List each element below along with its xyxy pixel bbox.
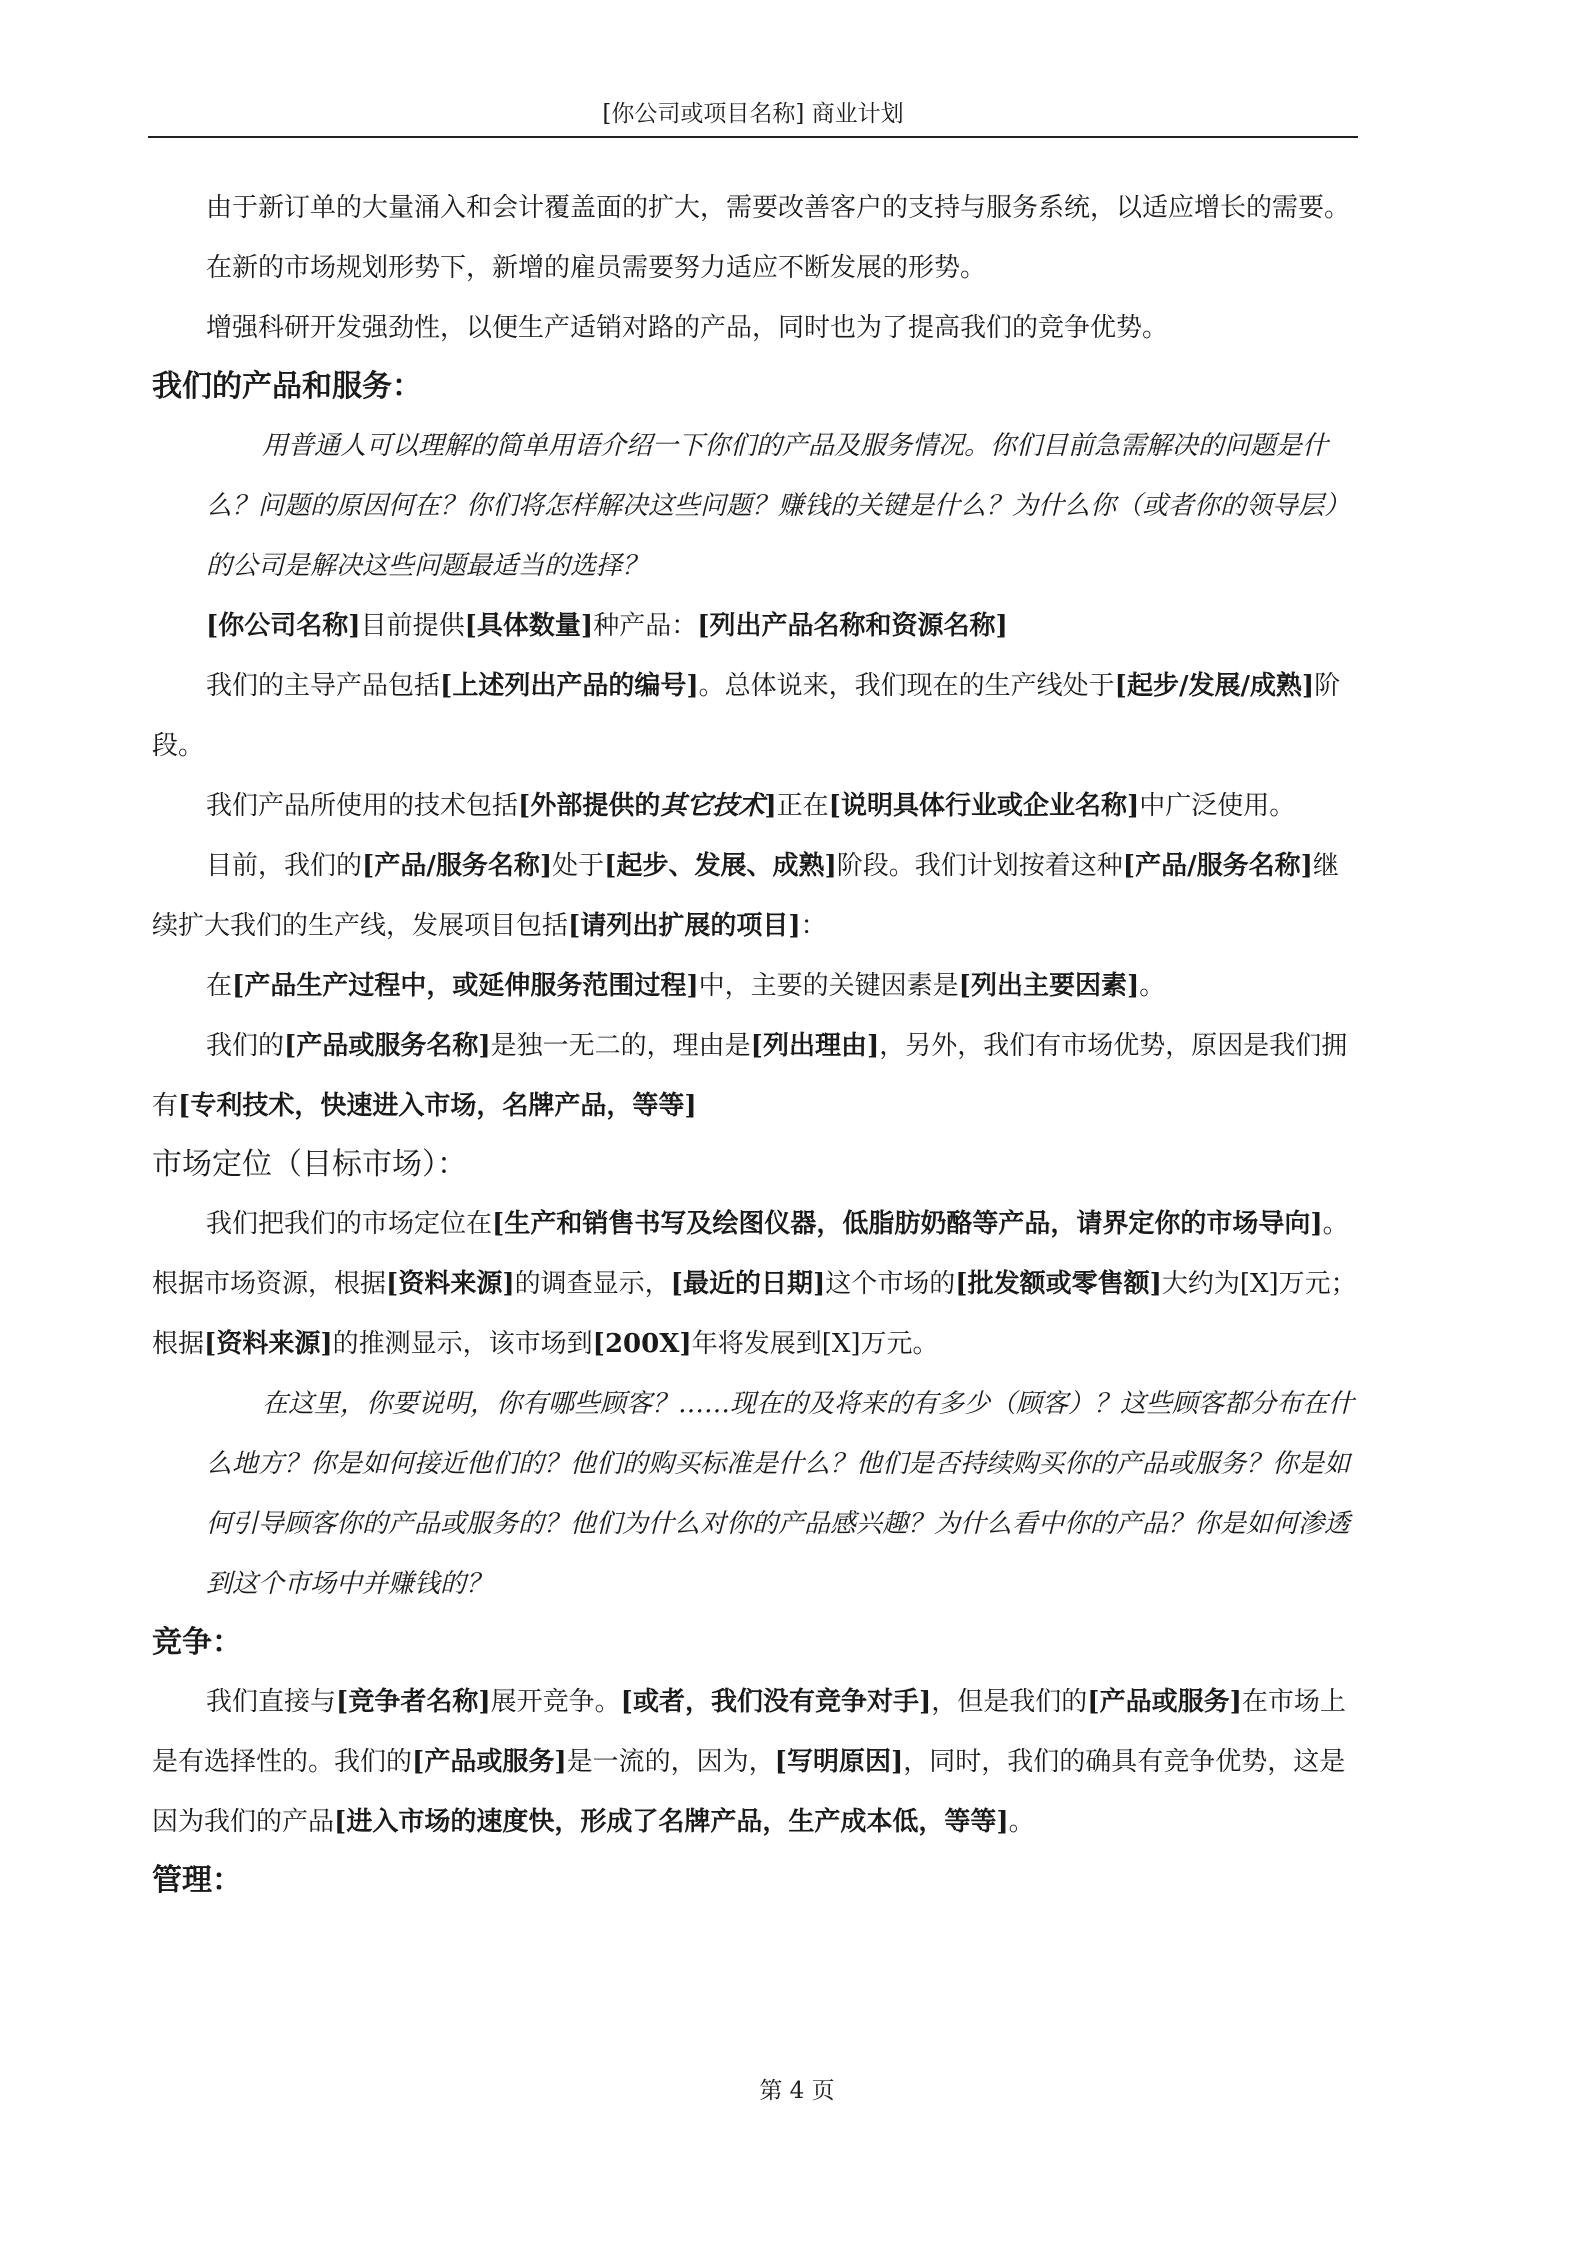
- body-text: ，同时，我们的确具有竞争优势，这是因为我们的产品: [152, 1747, 1346, 1837]
- placeholder-text: [批发额或零售额]: [955, 1269, 1162, 1299]
- competition-heading: 竞争：: [152, 1625, 242, 1660]
- market-guide: 在这里，你要说明，你有哪些顾客？……现在的及将来的有多少（顾客）？这些顾客都分布在什么地方？你是如何接近他们的？他们的购买标准是什么？他们是否持续购买你的产品或服务？你是如何引导顾客你的产品或服务的？他们为什么对你的产品感兴趣？为什么看中你的产品？你是如何渗透到这个市场中并赚钱的？: [206, 1389, 1355, 1599]
- placeholder-text: [最近的日期]: [670, 1269, 826, 1299]
- body-text: ，另外，我们有市场优势，原因是我们拥有: [152, 1031, 1348, 1121]
- body-text: 种产品：: [593, 611, 698, 641]
- placeholder-text: [列出产品名称和资源名称]: [697, 611, 1008, 641]
- body-text: 中，主要的关键因素是: [698, 971, 959, 1001]
- placeholder-text: [资料来源]: [386, 1269, 515, 1299]
- placeholder-text: [你公司名称]: [206, 611, 361, 641]
- body-text: 是独一无二的，理由是: [490, 1031, 751, 1061]
- body-text: 这个市场的: [825, 1269, 956, 1299]
- body-text: 我们直接与: [206, 1687, 337, 1717]
- placeholder-text: [写明原因]: [774, 1747, 904, 1777]
- products-guide: 用普通人可以理解的简单用语介绍一下你们的产品及服务情况。你们目前急需解决的问题是什么？问题的原因何在？你们将怎样解决这些问题？赚钱的关键是什么？为什么你（或者你的领导层）的公司是解决这些问题最适当的选择？: [206, 431, 1351, 581]
- placeholder-text: [起步、发展、成熟]: [604, 851, 837, 881]
- placeholder-text: [产品/服务名称]: [362, 851, 553, 881]
- placeholder-text: [或者，我们没有竞争对手]: [620, 1687, 932, 1717]
- body-text: 的推测显示，该市场到: [332, 1329, 593, 1359]
- intro-paragraph-2: 在新的市场规划形势下，新增的雇员需要努力适应不断发展的形势。: [206, 253, 987, 283]
- body-text: 我们的主导产品包括: [206, 671, 441, 701]
- body-text: 大约为[X]万元；根据: [152, 1269, 1357, 1359]
- placeholder-text: [资料来源]: [204, 1329, 333, 1359]
- body-text: 继续扩大我们的生产线，发展项目包括: [152, 851, 1339, 941]
- market-paragraph-1: [152, 1194, 1358, 1374]
- products-paragraph-6: [152, 1016, 1358, 1136]
- management-heading: 管理：: [152, 1863, 242, 1898]
- page-header: [你公司或项目名称] 商业计划: [602, 101, 904, 127]
- intro-paragraph-1: 由于新订单的大量涌入和会计覆盖面的扩大，需要改善客户的支持与服务系统，以适应增长的需要。: [206, 193, 1351, 223]
- body-text: 的调查显示，: [514, 1269, 671, 1299]
- body-text: 目前提供: [360, 611, 465, 641]
- placeholder-text: [列出理由]: [750, 1031, 880, 1061]
- header-rule: [148, 136, 1358, 138]
- body-text: 在: [206, 971, 233, 1001]
- body-text: 我们产品所使用的技术包括: [206, 791, 519, 821]
- placeholder-text: [说明具体行业或企业名称]: [828, 791, 1140, 821]
- placeholder-text: [起步/发展/成熟]: [1114, 671, 1315, 701]
- placeholder-text: [200X]: [592, 1329, 692, 1359]
- body-text: 阶段。我们计划按着这种: [836, 851, 1123, 881]
- placeholder-text: [外部提供的: [518, 791, 661, 821]
- market-heading: 市场定位（目标市场）：: [152, 1147, 467, 1182]
- body-text: 在市场上是有选择性的。我们的: [152, 1687, 1346, 1777]
- products-paragraph-5: [152, 956, 1358, 1016]
- placeholder-text: [产品或服务]: [1087, 1687, 1242, 1717]
- body-text: 我们把我们的市场定位在: [206, 1209, 493, 1239]
- competition-paragraph-1: [152, 1672, 1358, 1852]
- products-paragraph-1: [152, 596, 1358, 656]
- placeholder-text: [请列出扩展的项目]: [568, 911, 801, 941]
- placeholder-text: [产品生产过程中，或延伸服务范围过程]: [232, 971, 699, 1001]
- placeholder-text: [专利技术，快速进入市场，名牌产品，等等]: [178, 1091, 697, 1121]
- intro-paragraph-3: 增强科研开发强劲性，以便生产适销对路的产品，同时也为了提高我们的竞争优势。: [206, 313, 1169, 343]
- body-text: 处于: [552, 851, 605, 881]
- body-text: 正在: [776, 791, 829, 821]
- body-text: 。: [1139, 971, 1166, 1001]
- body-text: 。根据市场资源，根据: [152, 1209, 1349, 1299]
- placeholder-text: [产品或服务名称]: [284, 1031, 491, 1061]
- body-text: 是一流的，因为，: [566, 1747, 775, 1777]
- placeholder-text: [产品或服务]: [412, 1747, 567, 1777]
- placeholder-text: [具体数量]: [464, 611, 594, 641]
- placeholder-text: 其它技术: [660, 791, 765, 821]
- placeholder-text: [生产和销售书写及绘图仪器，低脂肪奶酪等产品，请界定你的市场导向]: [492, 1209, 1323, 1239]
- placeholder-text: [进入市场的速度快，形成了名牌产品，生产成本低，等等]: [334, 1807, 1009, 1837]
- body-text: 。: [1008, 1807, 1035, 1837]
- body-text: 中广泛使用。: [1139, 791, 1296, 821]
- products-paragraph-2: [152, 656, 1358, 776]
- placeholder-text: [列出主要因素]: [958, 971, 1140, 1001]
- body-text: ：: [800, 911, 827, 941]
- products-heading: 我们的产品和服务：: [152, 369, 422, 404]
- body-text: 。总体说来，我们现在的生产线处于: [698, 671, 1115, 701]
- page-number: 第 4 页: [759, 2078, 835, 2104]
- placeholder-text: [产品/服务名称]: [1122, 851, 1313, 881]
- body-text: 年将发展到[X]万元。: [691, 1329, 939, 1359]
- placeholder-text: ]: [764, 791, 777, 821]
- document-body: [152, 178, 1358, 1910]
- products-paragraph-4: [152, 836, 1358, 956]
- body-text: 展开竞争。: [490, 1687, 621, 1717]
- body-text: 目前，我们的: [206, 851, 363, 881]
- products-paragraph-3: [152, 776, 1358, 836]
- placeholder-text: [上述列出产品的编号]: [440, 671, 699, 701]
- body-text: 阶段。: [152, 671, 1341, 761]
- body-text: ，但是我们的: [931, 1687, 1088, 1717]
- placeholder-text: [竞争者名称]: [336, 1687, 491, 1717]
- body-text: 我们的: [206, 1031, 285, 1061]
